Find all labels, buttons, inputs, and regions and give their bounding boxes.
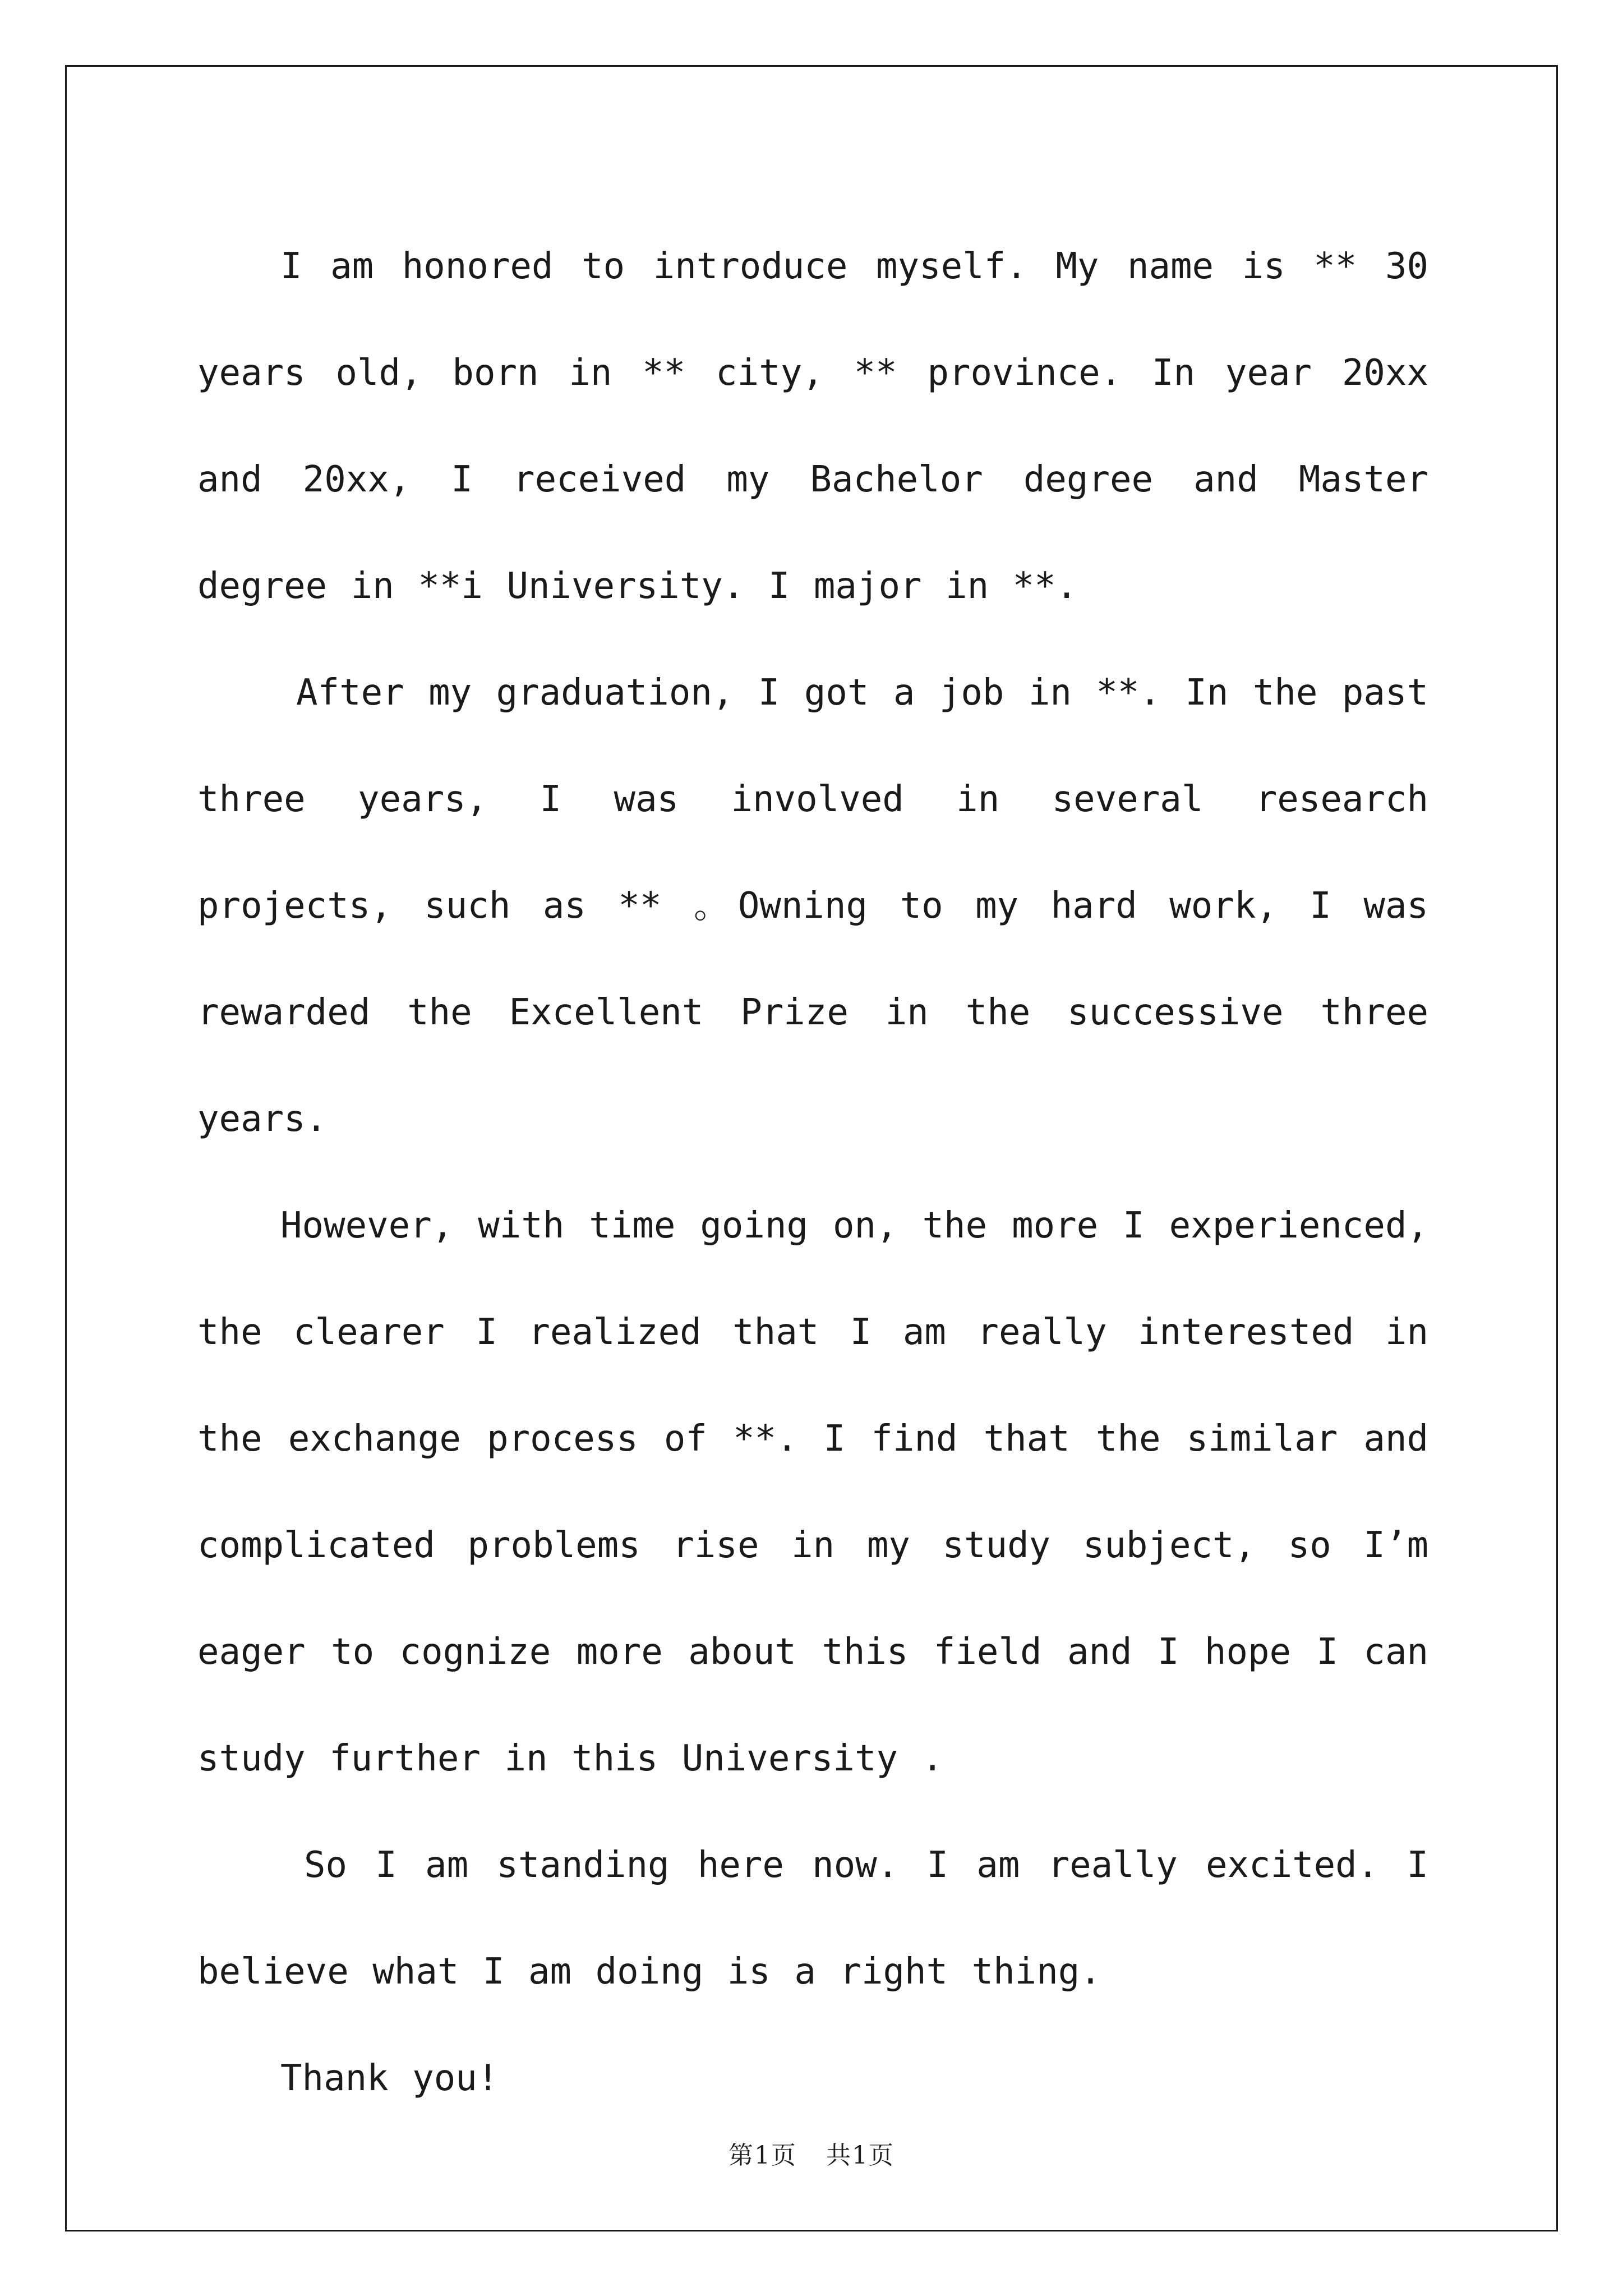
- paragraph-conclusion: So I am standing here now. I am really excited. I believe what I am doing is a right thing.: [197, 1844, 1428, 1993]
- paragraph-thanks: Thank you!: [280, 2058, 499, 2099]
- page-number: 第1页: [728, 2141, 797, 2170]
- page-footer: [0, 2135, 1623, 2171]
- document-body: [197, 213, 1428, 2132]
- paragraph-introduction: I am honored to introduce myself. My name is ** 30 years old, born in ** city, ** province. In year 20xx and 20xx, I received my Bachelor degree and Master degree in **i University. I major in **.: [197, 246, 1428, 607]
- paragraph-motivation: However, with time going on, the more I experienced, the clearer I realized that I am really interested in the exchange process of **. I find that the similar and complicated problems rise in my study subject, so I’m eager to cognize more about this field and I hope I can study further in this University .: [197, 1205, 1428, 1779]
- total-pages: 共1页: [826, 2141, 895, 2170]
- paragraph-work-experience: After my graduation, I got a job in **. In the past three years, I was involved in several research projects, such as ** 。Owning to my hard work, I was rewarded the Excellent Prize in the successive three years.: [197, 672, 1428, 1140]
